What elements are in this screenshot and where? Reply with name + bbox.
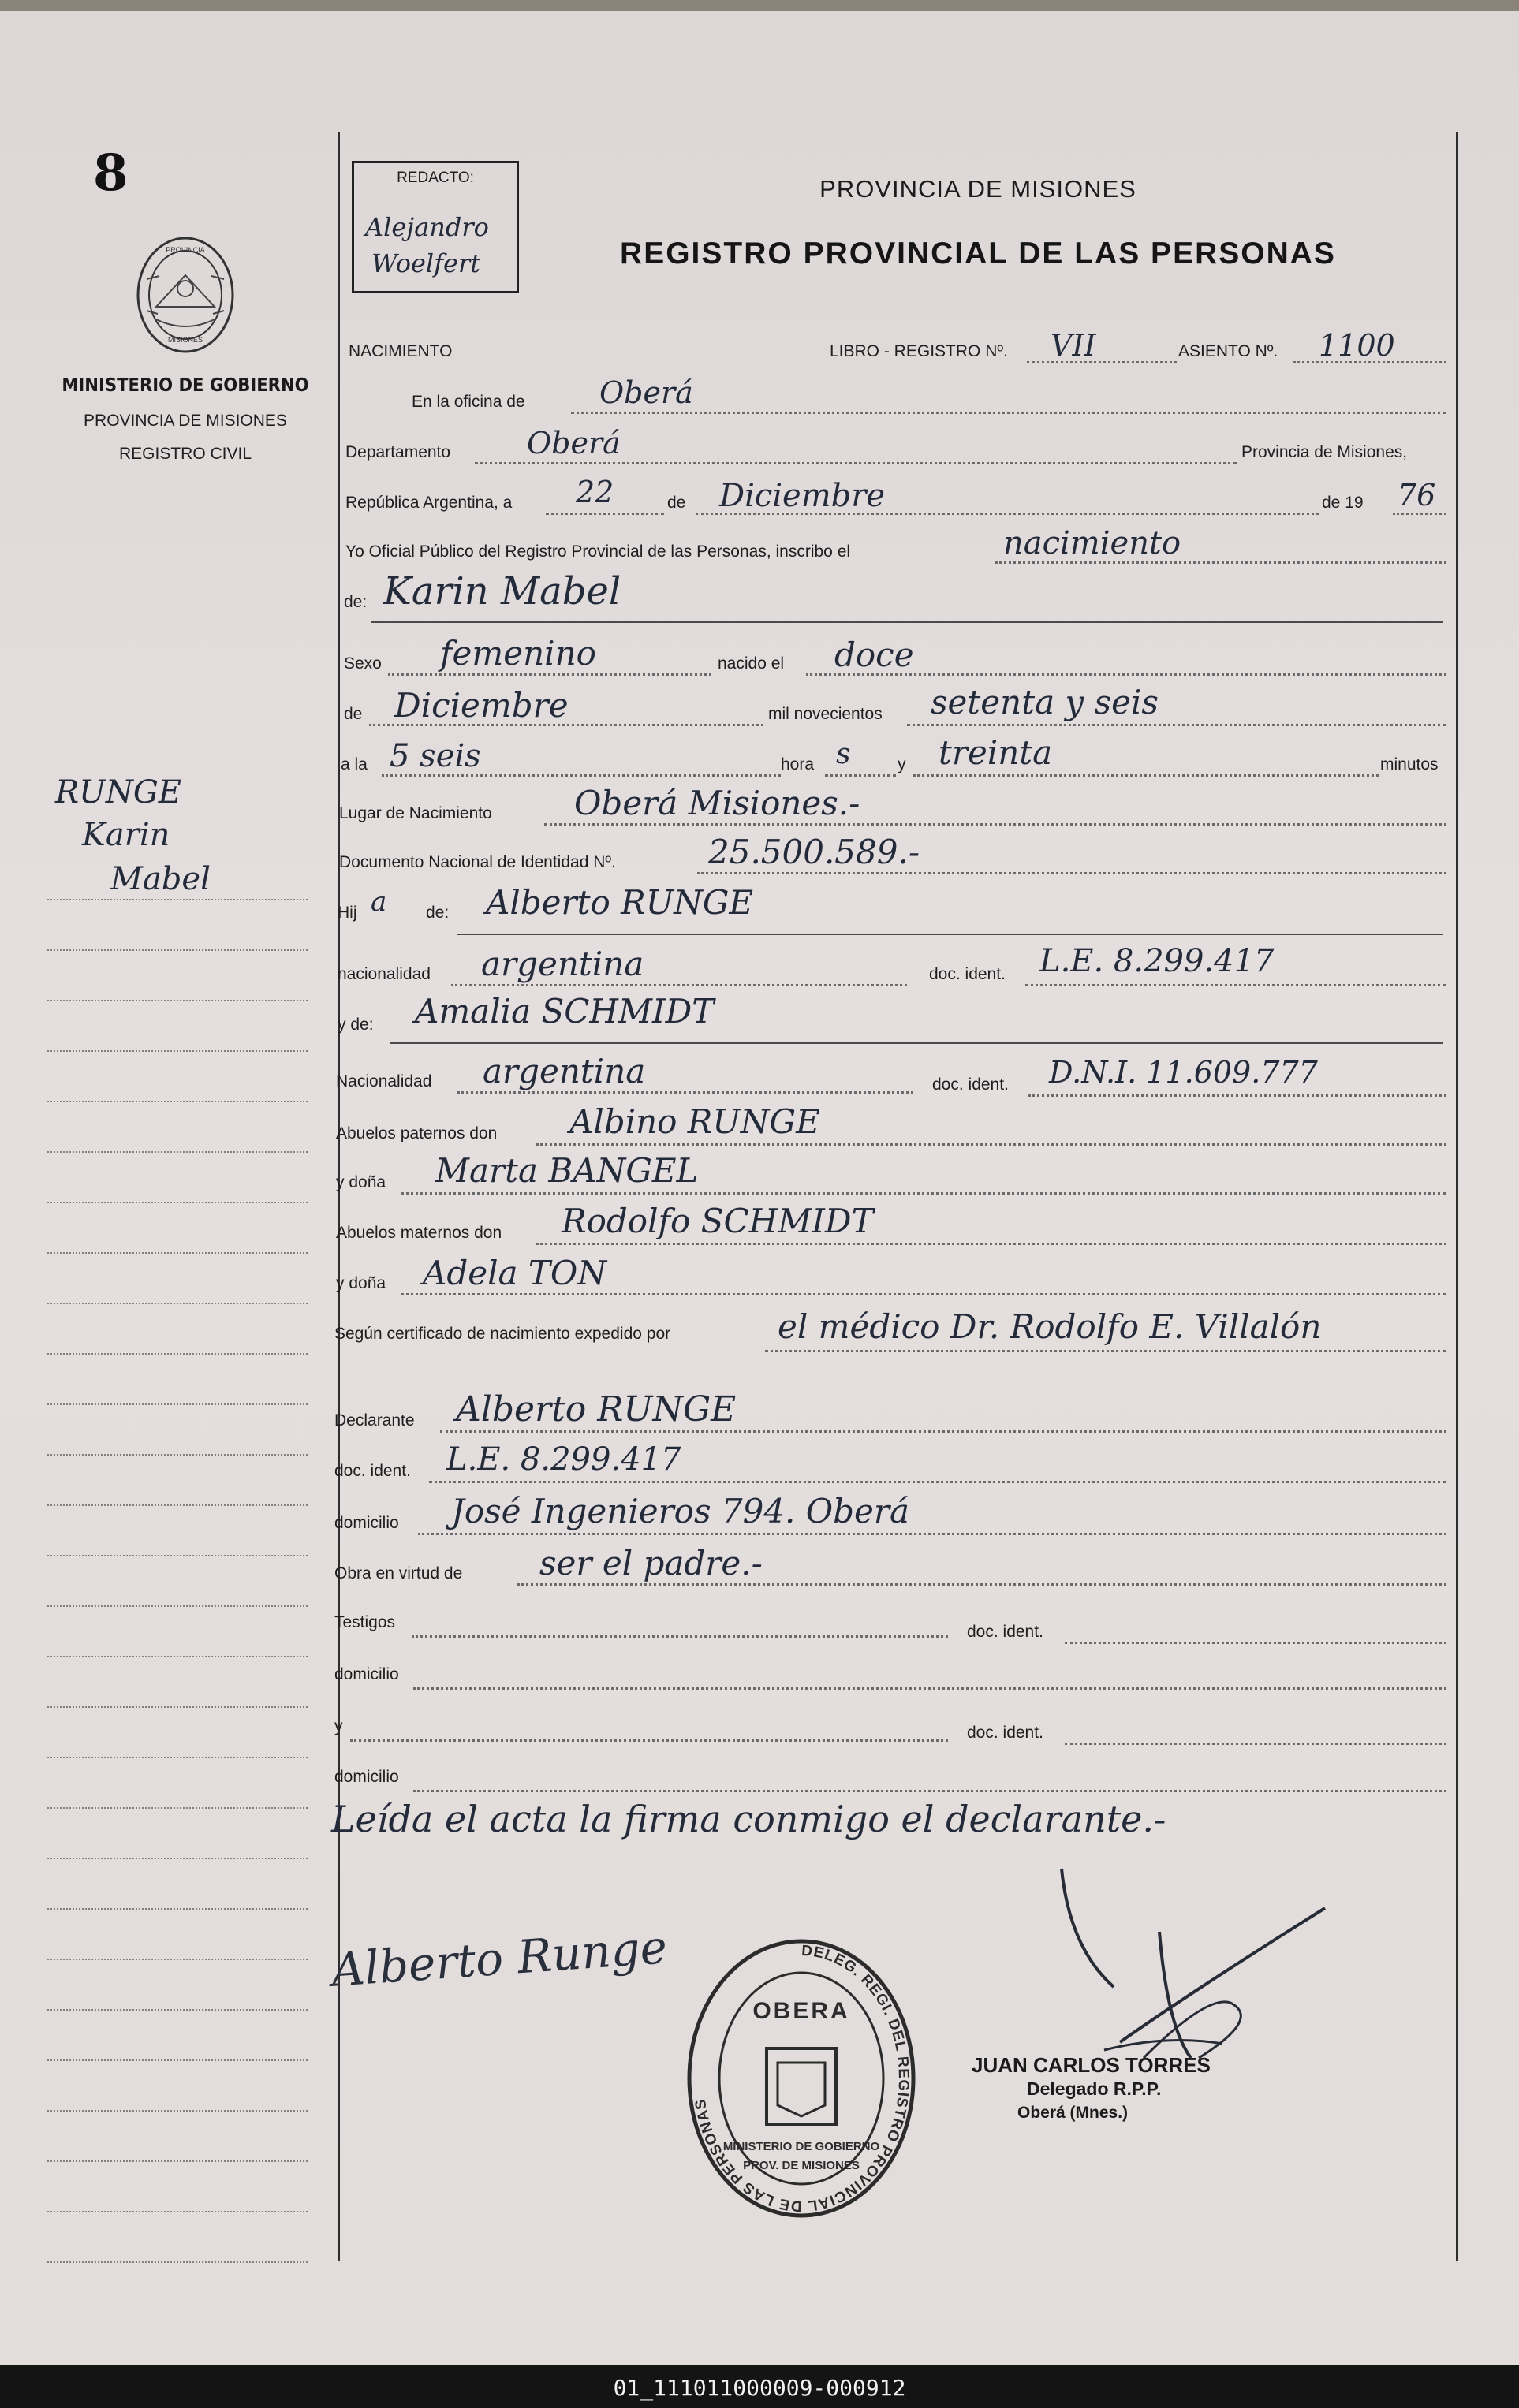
stamp-city: OBERA — [752, 1998, 850, 2024]
ab-mat2-line — [401, 1293, 1446, 1295]
margin-ruled-line — [47, 2211, 308, 2212]
margin-ruled-line — [47, 899, 308, 900]
stamp-ministry: MINISTERIO DE GOBIERNO — [722, 2140, 880, 2153]
margin-ruled-line — [47, 1757, 308, 1758]
sexo-value: femenino — [440, 634, 596, 673]
hora-value: 5 seis — [390, 738, 481, 774]
oficina-label: En la oficina de — [412, 393, 525, 411]
margin-ruled-line — [47, 1000, 308, 1001]
nac-madre-line — [457, 1091, 913, 1094]
ab-pat-label: Abuelos paternos don — [336, 1124, 498, 1142]
margin-ruled-line — [47, 2009, 308, 2011]
margin-ruled-line — [47, 1101, 308, 1102]
doc-madre-label: doc. ident. — [932, 1075, 1009, 1094]
nac-padre-line — [451, 984, 907, 986]
margin-ruled-line — [47, 949, 308, 951]
ab-pat-line — [536, 1143, 1446, 1146]
ab-mat2-value: Adela TON — [423, 1254, 607, 1292]
official-place: Oberá (Mnes.) — [1017, 2104, 1129, 2122]
margin-note-surname: RUNGE — [55, 774, 181, 811]
ab-mat-label: Abuelos maternos don — [336, 1224, 502, 1242]
ydona2-label: y doña — [336, 1274, 386, 1292]
libro-value: VII — [1051, 328, 1096, 363]
de-label: de — [667, 494, 686, 512]
oficial-line — [995, 561, 1446, 564]
stamp-graphic — [685, 1936, 918, 2220]
lugar-line — [544, 823, 1446, 826]
ministry-province: PROVINCIA DE MISIONES — [84, 412, 287, 430]
anio2-value: setenta y seis — [931, 683, 1159, 721]
obra-line — [517, 1583, 1446, 1586]
madre-line — [390, 1042, 1443, 1044]
margin-ruled-line — [47, 2261, 308, 2263]
sexo-label: Sexo — [344, 654, 382, 673]
nac-padre-label: nacionalidad — [338, 965, 431, 983]
oficial-value: nacimiento — [1003, 525, 1181, 561]
padre-value: Alberto RUNGE — [486, 883, 754, 922]
mes2-value: Diciembre — [394, 686, 569, 725]
doc-t1-label: doc. ident. — [967, 1623, 1043, 1641]
right-form-rule — [1456, 132, 1458, 2261]
left-form-rule — [338, 132, 340, 2261]
ab-pat2-line — [401, 1192, 1446, 1195]
doc-padre-label: doc. ident. — [929, 965, 1006, 983]
departamento-value: Oberá — [527, 426, 621, 460]
doc-t2-line — [1065, 1743, 1446, 1745]
dia-value: 22 — [576, 475, 614, 509]
margin-ruled-line — [47, 1656, 308, 1657]
official-name: JUAN CARLOS TORRES — [972, 2053, 1211, 2077]
libro-label: LIBRO - REGISTRO Nº. — [830, 342, 1008, 360]
domicilio-line — [418, 1533, 1446, 1535]
registry-title: REGISTRO PROVINCIAL DE LAS PERSONAS — [620, 237, 1336, 270]
ab-mat-value: Rodolfo SCHMIDT — [562, 1202, 874, 1240]
declarante-label: Declarante — [334, 1411, 415, 1430]
de-anio-label: de 19 — [1322, 494, 1364, 512]
dni-label: Documento Nacional de Identidad Nº. — [339, 853, 616, 871]
page-number: 8 — [93, 144, 129, 203]
nac-madre-value: argentina — [483, 1052, 646, 1090]
nac-madre-label: Nacionalidad — [336, 1072, 432, 1090]
province-title: PROVINCIA DE MISIONES — [819, 175, 1136, 203]
doc-padre-value: L.E. 8.299.417 — [1039, 943, 1275, 979]
domicilio-label: domicilio — [334, 1514, 399, 1532]
oficina-value: Oberá — [599, 375, 693, 410]
declarante-line — [440, 1430, 1446, 1433]
doc-madre-value: D.N.I. 11.609.777 — [1049, 1055, 1318, 1090]
dni-line — [697, 872, 1446, 874]
mes-value: Diciembre — [719, 478, 886, 514]
official-title: Delegado R.P.P. — [1027, 2078, 1162, 2099]
registry-stamp — [685, 1936, 918, 2220]
sexo-line — [388, 673, 711, 676]
redacto-name-last: Woelfert — [371, 248, 481, 278]
obra-value: ser el padre.- — [539, 1544, 763, 1582]
margin-ruled-line — [47, 1252, 308, 1254]
margin-ruled-line — [47, 1504, 308, 1506]
departamento-label: Departamento — [345, 443, 451, 461]
hij-value: a — [371, 886, 387, 918]
obra-label: Obra en virtud de — [334, 1564, 463, 1582]
domicilio2-line — [413, 1687, 1446, 1690]
official-signature — [1025, 1861, 1341, 2066]
lugar-value: Oberá Misiones.- — [574, 784, 860, 822]
doc-t1-line — [1065, 1642, 1446, 1644]
hora-num-line — [825, 774, 896, 777]
ala-label: a la — [341, 755, 368, 773]
domicilio3-label: domicilio — [334, 1768, 399, 1786]
testigos-line — [412, 1635, 948, 1638]
declarante-value: Alberto RUNGE — [456, 1389, 737, 1430]
margin-ruled-line — [47, 1303, 308, 1304]
de2-label: de — [344, 705, 363, 723]
y2-label: y — [334, 1717, 343, 1735]
dia-line — [546, 513, 664, 515]
margin-ruled-line — [47, 1959, 308, 1960]
yde-label: y de: — [338, 1016, 374, 1034]
domicilio3-line — [413, 1790, 1446, 1792]
nombre-line — [371, 621, 1443, 623]
de-nombre-label: de: — [344, 593, 368, 611]
y2-line — [350, 1739, 948, 1742]
margin-ruled-line — [47, 1706, 308, 1708]
doc-t2-label: doc. ident. — [967, 1724, 1043, 1742]
hora-line — [382, 774, 781, 777]
doc-padre-line — [1025, 984, 1446, 986]
madre-value: Amalia SCHMIDT — [415, 992, 715, 1031]
doc-decl-value: L.E. 8.299.417 — [446, 1441, 681, 1478]
margin-note-first-name: Karin — [82, 817, 170, 853]
nacido-value: doce — [834, 636, 914, 674]
archive-reference: 01_111011000009-000912 — [613, 2375, 906, 2401]
minutos-label: minutos — [1380, 755, 1439, 773]
y-label: y — [898, 755, 906, 773]
redacto-name-first: Alejandro — [365, 212, 489, 242]
provincia-label: Provincia de Misiones, — [1241, 443, 1408, 461]
closing-statement: Leída el acta la firma conmigo el declarante.- — [331, 1798, 1166, 1840]
ydona1-label: y doña — [336, 1173, 386, 1191]
declarant-signature: Alberto Runge — [330, 1920, 669, 1997]
margin-ruled-line — [47, 1807, 308, 1809]
oficina-line — [571, 412, 1446, 414]
doc-madre-line — [1028, 1094, 1446, 1097]
stamp-province: PROV. DE MISIONES — [743, 2159, 860, 2172]
anio-line — [1393, 513, 1446, 515]
testigos-label: Testigos — [334, 1613, 396, 1631]
asiento-label: ASIENTO Nº. — [1178, 342, 1278, 360]
ab-mat-line — [536, 1243, 1446, 1245]
domicilio2-label: domicilio — [334, 1665, 399, 1683]
anio2-line — [907, 724, 1446, 726]
hij-de-label: de: — [426, 904, 450, 922]
margin-ruled-line — [47, 1050, 308, 1052]
stamp-ring-text: DELEG. REGI. DEL REGISTRO PROVINCIAL DE LAS PERSONAS — [692, 1942, 913, 2215]
margin-ruled-line — [47, 1403, 308, 1405]
nacimiento-label: NACIMIENTO — [349, 342, 453, 360]
ab-pat-value: Albino RUNGE — [569, 1102, 820, 1141]
redacto-box — [352, 161, 519, 293]
doc-decl-label: doc. ident. — [334, 1462, 411, 1480]
redacto-label: REDACTO: — [397, 170, 474, 186]
ab-pat2-value: Marta BANGEL — [435, 1151, 699, 1190]
margin-ruled-line — [47, 1858, 308, 1859]
margin-ruled-line — [47, 1454, 308, 1456]
seal-bottom-text: MISIONES — [167, 336, 203, 344]
margin-ruled-line — [47, 1353, 308, 1355]
cert-value: el médico Dr. Rodolfo E. Villalón — [778, 1307, 1322, 1346]
nac-padre-value: argentina — [481, 945, 644, 983]
margin-ruled-line — [47, 1908, 308, 1910]
dni-value: 25.500.589.- — [708, 833, 920, 871]
departamento-line — [475, 462, 1237, 464]
margin-ruled-line — [47, 2110, 308, 2112]
republica-label: República Argentina, a — [345, 494, 513, 512]
domicilio-value: José Ingenieros 794. Oberá — [451, 1492, 910, 1530]
cert-label: Según certificado de nacimiento expedido por — [334, 1325, 671, 1343]
margin-note-second-name: Mabel — [110, 861, 211, 897]
minutos-value: treinta — [939, 733, 1053, 772]
cert-line — [765, 1350, 1446, 1352]
margin-ruled-line — [47, 1605, 308, 1607]
coat-of-arms-seal — [132, 232, 238, 358]
mil-label: mil novecientos — [768, 705, 883, 723]
binding-edge — [0, 0, 1519, 11]
libro-line — [1027, 361, 1177, 363]
doc-decl-line — [429, 1481, 1446, 1483]
margin-ruled-line — [47, 2059, 308, 2061]
nacido-label: nacido el — [718, 654, 785, 673]
asiento-value: 1100 — [1319, 328, 1395, 363]
hij-label: Hij — [338, 904, 357, 922]
padre-line — [457, 934, 1443, 935]
margin-ruled-line — [47, 2160, 308, 2162]
hora-num-value: s — [836, 738, 851, 770]
anio-value: 76 — [1398, 478, 1436, 513]
nombre-value: Karin Mabel — [383, 569, 621, 613]
margin-ruled-line — [47, 1151, 308, 1153]
margin-ruled-line — [47, 1202, 308, 1203]
minutos-line — [913, 774, 1379, 777]
hora-label: hora — [781, 755, 815, 773]
margin-ruled-line — [47, 1555, 308, 1556]
ministry-name: MINISTERIO DE GOBIERNO — [62, 375, 309, 396]
lugar-label: Lugar de Nacimiento — [339, 804, 492, 822]
ministry-registry: REGISTRO CIVIL — [118, 445, 252, 463]
oficial-label: Yo Oficial Público del Registro Provincial de las Personas, inscribo el — [345, 542, 851, 561]
seal-top-text: PROVINCIA — [166, 246, 205, 254]
archive-footer — [0, 2365, 1519, 2408]
